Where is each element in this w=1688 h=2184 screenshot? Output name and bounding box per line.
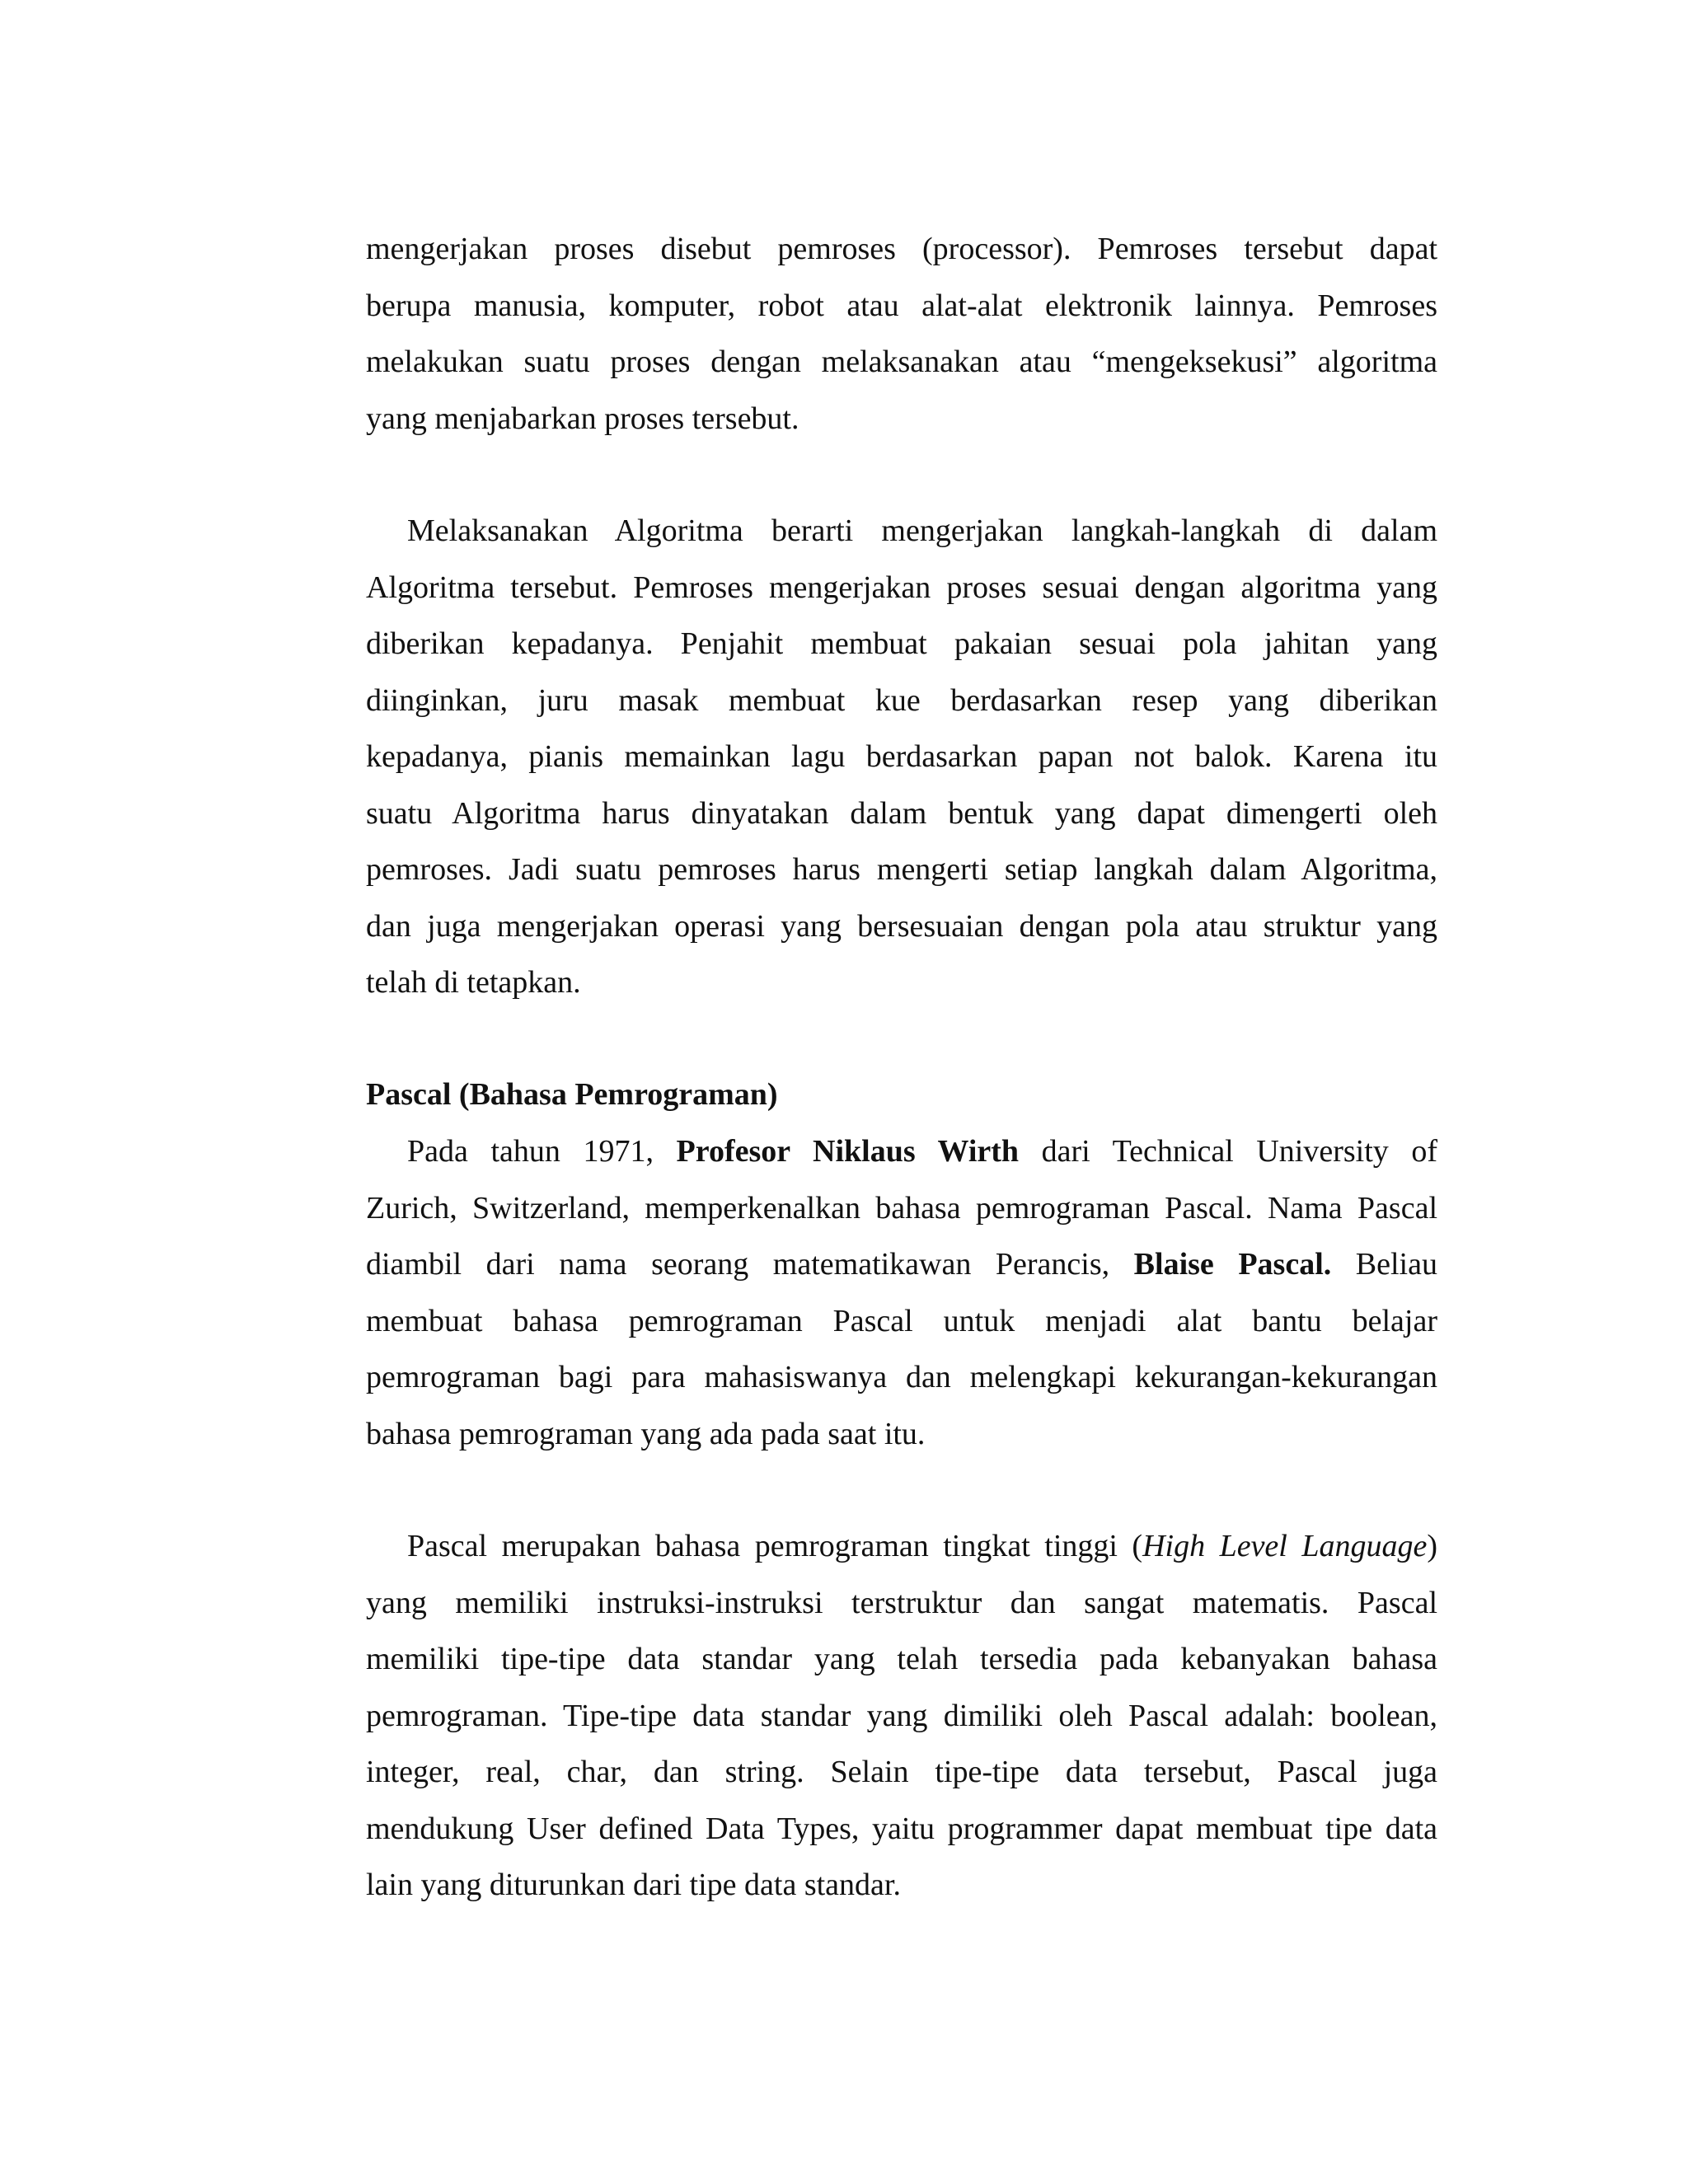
paragraph-line: lain yang diturunkan dari tipe data standar. [366,1868,901,1902]
text-run: Pada tahun 1971, [407,1134,677,1169]
paragraph-processor [366,221,1437,447]
paragraph-line: membuat bahasa pemrograman Pascal untuk menjadi alat bantu belajar [366,1303,1437,1338]
text-run: Beliau [1331,1247,1437,1282]
paragraph-line: diinginkan, juru masak membuat kue berdasarkan resep yang diberikan [366,682,1437,718]
paragraph-line: Zurich, Switzerland, memperkenalkan bahasa pemrograman Pascal. Nama Pascal [366,1190,1437,1226]
paragraph-pascal-history [366,1123,1437,1462]
paragraph-pascal-features [366,1518,1437,1914]
paragraph-line [366,1236,1437,1293]
paragraph-line: suatu Algoritma harus dinyatakan dalam bentuk yang dapat dimengerti oleh [366,795,1437,831]
paragraph-line: berupa manusia, komputer, robot atau alat-alat elektronik lainnya. Pemroses [366,288,1437,323]
paragraph-line: melakukan suatu proses dengan melaksanakan atau “mengeksekusi” algoritma [366,344,1437,379]
paragraph-line: pemroses. Jadi suatu pemroses harus mengerti setiap langkah dalam Algoritma, [366,852,1437,887]
paragraph-line: mengerjakan proses disebut pemroses (processor). Pemroses tersebut dapat [366,232,1437,266]
paragraph-line: mendukung User defined Data Types, yaitu programmer dapat membuat tipe data [366,1811,1437,1846]
bold-name: Blaise Pascal. [1133,1247,1332,1282]
paragraph-executing-algorithm [366,503,1437,1011]
paragraph-line [366,1123,1437,1180]
paragraph-line: bahasa pemrograman yang ada pada saat itu. [366,1416,926,1451]
paragraph-line: integer, real, char, dan string. Selain tipe-tipe data tersebut, Pascal juga [366,1755,1437,1789]
text-run: Pascal merupakan bahasa pemrograman tingkat tinggi ( [407,1529,1143,1563]
paragraph-line: diberikan kepadanya. Penjahit membuat pakaian sesuai pola jahitan yang [366,626,1437,661]
section-heading: Pascal (Bahasa Pemrograman) [366,1077,778,1112]
paragraph-line: Algoritma tersebut. Pemroses mengerjakan proses sesuai dengan algoritma yang [366,569,1437,605]
paragraph-line: kepadanya, pianis memainkan lagu berdasarkan papan not balok. Karena itu [366,739,1437,774]
text-run: ) [1427,1529,1437,1563]
paragraph-line: yang memiliki instruksi-instruksi terstruktur dan sangat matematis. Pascal [366,1585,1437,1620]
text-run: dari Technical University of [1019,1134,1437,1169]
text-run: diambil dari nama seorang matematikawan Perancis, [366,1247,1134,1282]
paragraph-line [366,1518,1437,1575]
paragraph-line: yang menjabarkan proses tersebut. [366,401,799,436]
paragraph-line: pemrograman bagi para mahasiswanya dan melengkapi kekurangan-kekurangan [366,1360,1437,1394]
paragraph-line: telah di tetapkan. [366,965,581,1000]
paragraph-line: Melaksanakan Algoritma berarti mengerjakan langkah-langkah di dalam [407,513,1437,548]
italic-term: High Level Language [1142,1529,1428,1563]
paragraph-line: dan juga mengerjakan operasi yang bersesuaian dengan pola atau struktur yang [366,908,1437,944]
paragraph-line: memiliki tipe-tipe data standar yang telah tersedia pada kebanyakan bahasa [366,1642,1437,1676]
bold-name: Profesor Niklaus Wirth [676,1134,1020,1169]
paragraph-line: pemrograman. Tipe-tipe data standar yang dimiliki oleh Pascal adalah: boolean, [366,1698,1437,1733]
